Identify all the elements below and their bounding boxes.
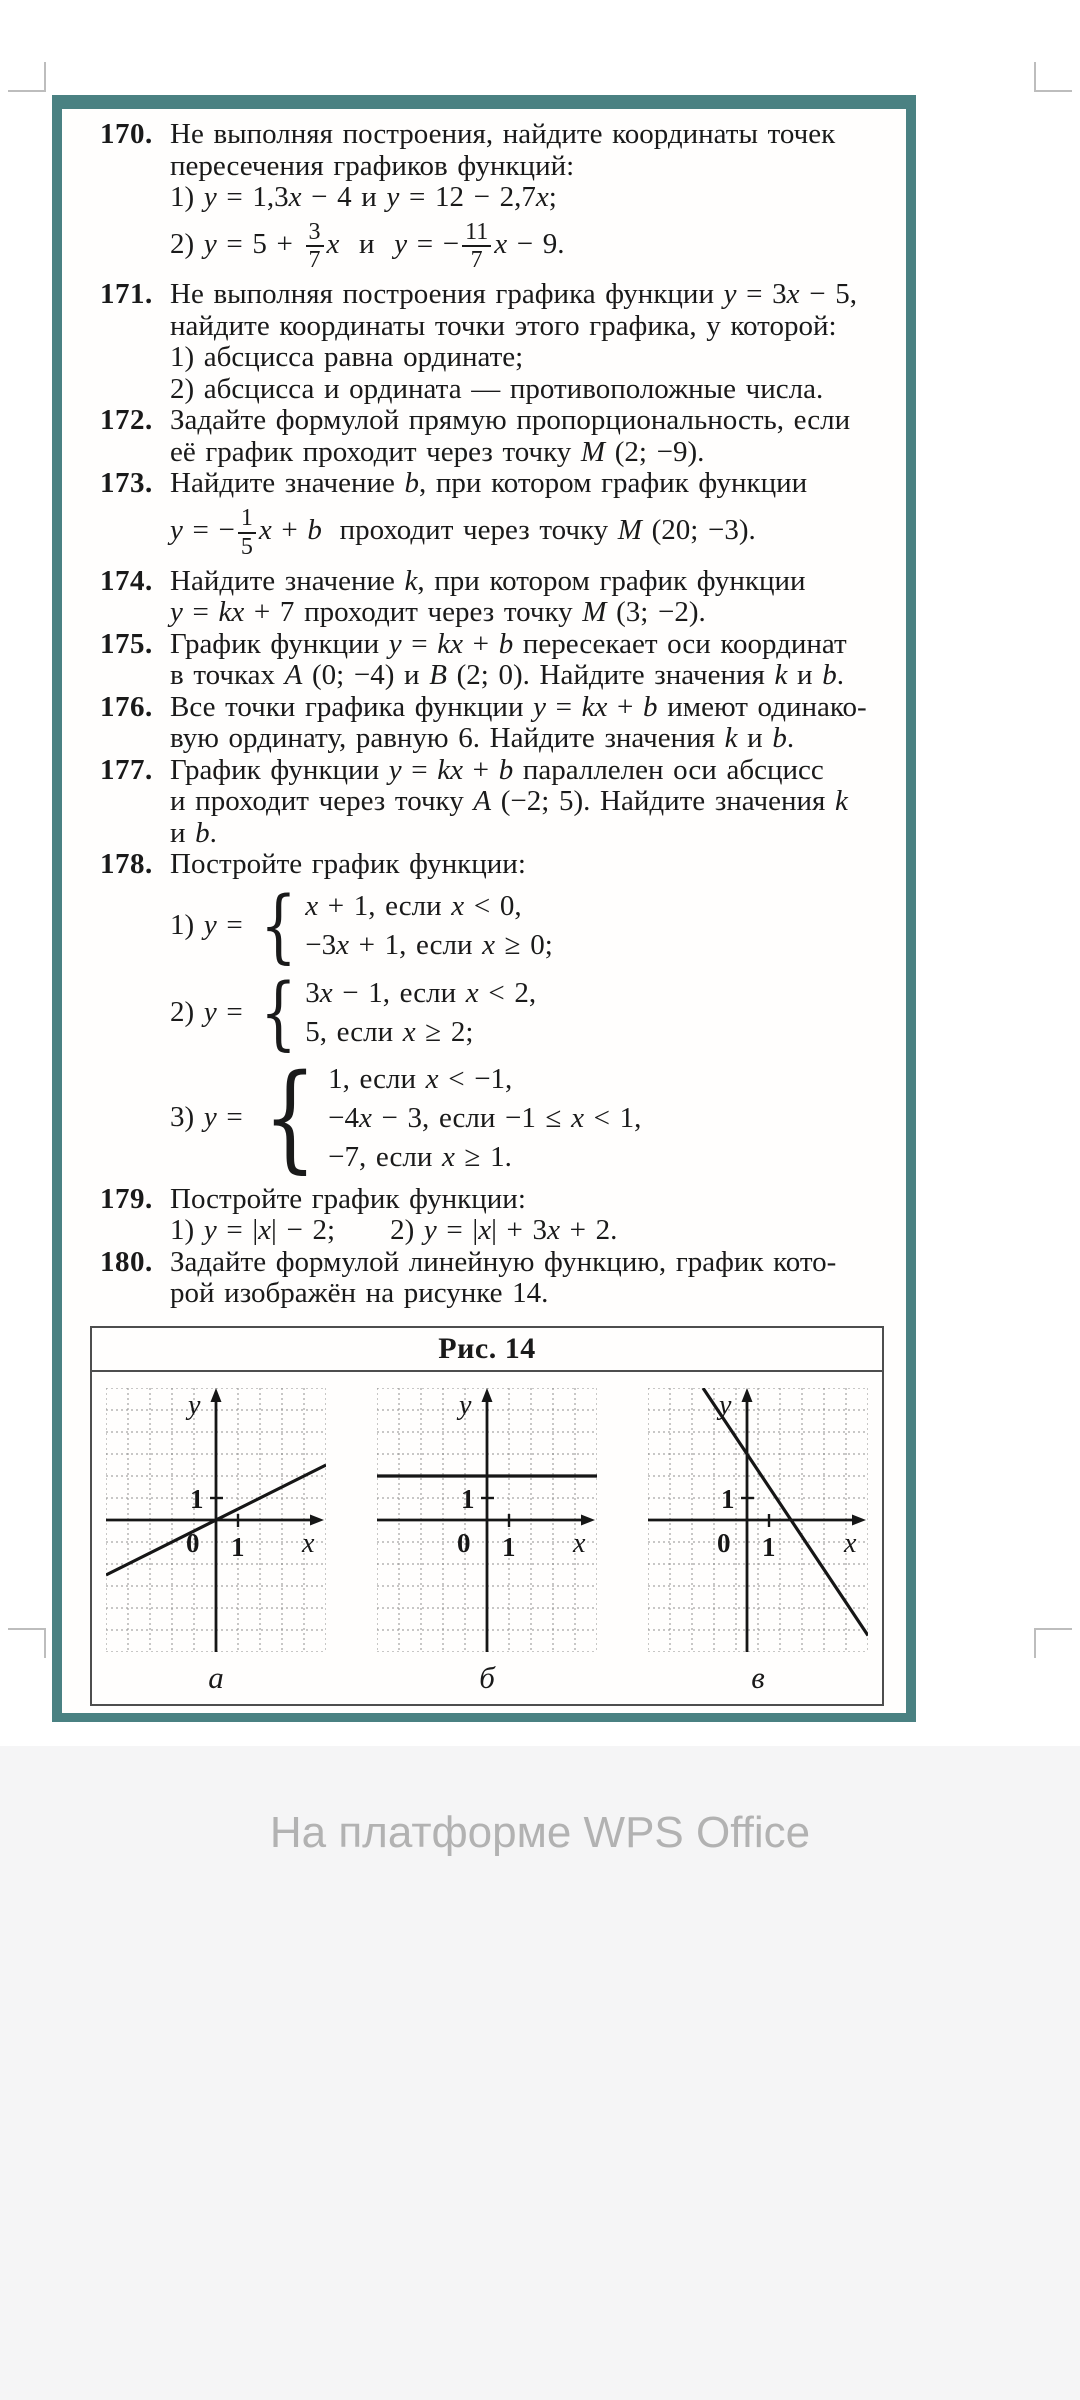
- math-var: x: [258, 1214, 272, 1246]
- problem-list: [100, 119, 878, 1310]
- fraction: [238, 505, 256, 561]
- fraction-denominator: 7: [470, 247, 483, 274]
- math-var: k: [835, 785, 848, 817]
- problem-line: её график проходит через точку M (2; −9).: [170, 435, 705, 468]
- problem-line: 1) y = |x| − 2; 2) y = |x| + 3x + 2.: [170, 1214, 618, 1246]
- piecewise-system: [170, 878, 878, 972]
- graph-3: [648, 1388, 868, 1696]
- problem: [100, 629, 878, 692]
- problem-line: 1) абсцисса равна ординате;: [170, 341, 524, 374]
- problem-number: 173.: [100, 467, 153, 500]
- math-var: kx: [437, 753, 464, 786]
- problem-number: 170.: [100, 118, 153, 150]
- mark-line: [8, 90, 46, 92]
- problem-line: y = kx + 7 проходит через точку M (3; −2).: [170, 596, 706, 628]
- problem: [100, 1247, 878, 1310]
- problem-line: вую ординату, равную 6. Найдите значения k и b.: [170, 722, 795, 754]
- problem-number: 171.: [100, 278, 153, 311]
- problem-body: [170, 119, 878, 279]
- system-brace: {: [260, 965, 298, 1059]
- math-var: y: [203, 908, 217, 941]
- math-var: y: [533, 690, 546, 723]
- figure-title: Рис. 14: [92, 1328, 882, 1372]
- system-brace: {: [260, 878, 298, 972]
- problem-line: рой изображён на рисунке 14.: [170, 1277, 549, 1309]
- math-var: x: [547, 1214, 560, 1246]
- system-lines: [305, 974, 536, 1052]
- math-var: x: [482, 928, 496, 961]
- math-var: x: [535, 181, 549, 213]
- problem-body: [170, 692, 878, 755]
- problem-number: 172.: [100, 404, 153, 437]
- problem-line: и проходит через точку A (−2; 5). Найдите значения k: [170, 785, 848, 817]
- math-var: y: [388, 753, 402, 786]
- math-var: x: [465, 976, 479, 1009]
- math-var: kx: [218, 596, 245, 628]
- system-lines: [305, 887, 553, 965]
- problem: [100, 566, 878, 629]
- x-axis-arrow: [581, 1514, 595, 1525]
- math-var: b: [498, 753, 514, 786]
- system-label: 2) y =: [170, 995, 253, 1028]
- problem-line: 2) абсцисса и ордината — противоположные числа.: [170, 372, 824, 405]
- problem: [100, 468, 878, 565]
- math-var: x: [319, 976, 333, 1009]
- math-var: b: [498, 627, 514, 660]
- problem: [100, 849, 878, 1184]
- graph-1-plot: [106, 1388, 326, 1652]
- problem-body: [170, 849, 878, 1184]
- problem-body: [170, 1184, 878, 1247]
- problem-body: [170, 468, 878, 565]
- problem-line: Постройте график функции:: [170, 848, 526, 880]
- system-line: −3x + 1, если x ≥ 0;: [305, 928, 553, 961]
- problem-line: пересечения графиков функций:: [170, 149, 575, 182]
- math-var: b: [772, 722, 787, 754]
- math-var: k: [724, 722, 738, 754]
- problem: [100, 405, 878, 468]
- problem: [100, 692, 878, 755]
- math-var: y: [423, 1214, 437, 1246]
- system-brace: {: [263, 1050, 317, 1185]
- problem-number: 176.: [100, 690, 153, 723]
- origin-label: 0: [457, 1527, 471, 1558]
- problem-line: Все точки графика функции y = kx + b имеют одинако-: [170, 690, 867, 723]
- math-var: B: [429, 659, 447, 691]
- mark-line: [1034, 90, 1072, 92]
- x-tick-label: 1: [502, 1531, 516, 1562]
- x-axis-label: x: [302, 1527, 315, 1559]
- mark-line: [1034, 1628, 1036, 1658]
- math-var: x: [478, 1214, 492, 1246]
- problem-line: Постройте график функции:: [170, 1182, 526, 1215]
- math-var: x: [402, 1015, 416, 1048]
- math-var: y: [388, 627, 402, 660]
- problem-number: 178.: [100, 848, 153, 880]
- problem-number: 177.: [100, 753, 153, 786]
- math-var: kx: [437, 627, 464, 660]
- graph-label: в: [751, 1659, 765, 1695]
- fraction: [462, 219, 491, 275]
- problem-body: [170, 1247, 878, 1310]
- math-var: y: [170, 596, 183, 628]
- system-line: −7, если x ≥ 1.: [328, 1140, 512, 1173]
- math-var: x: [326, 227, 340, 260]
- system-label: 1) y =: [170, 908, 253, 941]
- y-axis-label: y: [459, 1389, 472, 1421]
- math-var: y: [203, 1101, 217, 1134]
- piecewise-system: [170, 1050, 878, 1185]
- x-tick-label: 1: [231, 1531, 245, 1562]
- problem-line: 2) y = 5 + $\frac{3}{7}$ x и y = − $\frac{11}{7}$ x − 9.: [170, 218, 565, 274]
- problem-body: [170, 629, 878, 692]
- math-var: x: [336, 928, 349, 961]
- math-var: b: [307, 513, 322, 546]
- fraction: [306, 219, 324, 275]
- system-line: 1, если x < −1,: [328, 1062, 513, 1095]
- y-tick-label: 1: [461, 1483, 475, 1514]
- problem-line: в точках A (0; −4) и B (2; 0). Найдите значения k и b.: [170, 659, 844, 691]
- math-var: A: [473, 785, 492, 817]
- system-line: 5, если x ≥ 2;: [305, 1015, 474, 1048]
- math-var: y: [203, 1214, 217, 1246]
- document-page: [52, 95, 916, 1722]
- y-axis-label: y: [719, 1389, 732, 1421]
- problem-line: Найдите значение b, при котором график функции: [170, 467, 808, 500]
- piecewise-system: [170, 965, 878, 1059]
- math-var: A: [284, 659, 303, 691]
- math-var: y: [203, 995, 217, 1028]
- fraction-denominator: 5: [240, 533, 253, 560]
- math-var: x: [258, 513, 272, 546]
- figure-graphs: [92, 1372, 882, 1704]
- y-axis-arrow: [482, 1388, 493, 1402]
- math-var: b: [822, 659, 837, 691]
- fraction-numerator: 3: [306, 219, 324, 248]
- x-tick-label: 1: [762, 1531, 776, 1562]
- math-var: x: [442, 1140, 455, 1173]
- problem-line: и b.: [170, 816, 217, 849]
- problem-number: 179.: [100, 1182, 153, 1215]
- mark-line: [1034, 1628, 1072, 1630]
- mark-line: [1034, 62, 1036, 92]
- y-tick-label: 1: [721, 1483, 735, 1514]
- math-var: x: [288, 181, 302, 213]
- math-var: x: [786, 278, 800, 311]
- math-var: b: [195, 816, 210, 849]
- math-var: y: [386, 181, 400, 213]
- problem: [100, 1184, 878, 1247]
- math-var: y: [723, 278, 737, 311]
- math-var: kx: [581, 690, 608, 723]
- math-var: x: [425, 1062, 439, 1095]
- fraction-numerator: 1: [238, 505, 256, 534]
- problem-line: Не выполняя построения графика функции y = 3x − 5,: [170, 278, 857, 311]
- problem-number: 175.: [100, 627, 153, 660]
- y-axis-arrow: [742, 1388, 753, 1402]
- math-var: y: [203, 181, 217, 213]
- problem: [100, 279, 878, 405]
- fraction-denominator: 7: [308, 247, 321, 274]
- math-var: M: [582, 596, 607, 628]
- wps-footer-area: [0, 1746, 1080, 2400]
- y-tick-label: 1: [190, 1483, 204, 1514]
- problem-line: График функции y = kx + b пересекает оси координат: [170, 627, 847, 660]
- math-var: y: [170, 513, 183, 546]
- math-var: k: [774, 659, 788, 691]
- problem-body: [170, 755, 878, 850]
- math-var: b: [643, 690, 658, 723]
- graph-1: [106, 1388, 326, 1696]
- y-axis-arrow: [211, 1388, 222, 1402]
- problem: [100, 119, 878, 279]
- math-var: x: [451, 889, 465, 922]
- graph-2: [377, 1388, 597, 1696]
- wps-platform-text: На платформе WPS Office: [269, 1808, 811, 1857]
- problem: [100, 755, 878, 850]
- system-line: x + 1, если x < 0,: [305, 889, 522, 922]
- graph-label: а: [208, 1659, 224, 1695]
- mark-line: [44, 1628, 46, 1658]
- problem-number: 174.: [100, 564, 153, 597]
- figure-14: [90, 1326, 884, 1706]
- system-lines: [328, 1060, 641, 1177]
- problem-body: [170, 279, 878, 405]
- mark-line: [44, 62, 46, 92]
- problem-number: 180.: [100, 1245, 153, 1278]
- mark-line: [8, 1628, 46, 1630]
- x-axis-arrow: [310, 1514, 324, 1525]
- graph-2-plot: [377, 1388, 597, 1652]
- x-axis-label: x: [844, 1527, 857, 1559]
- math-var: x: [305, 889, 319, 922]
- problem-line: Найдите значение k, при котором график функции: [170, 564, 806, 597]
- problem-line: 1) y = 1,3x − 4 и y = 12 − 2,7x;: [170, 181, 557, 213]
- origin-label: 0: [717, 1527, 731, 1558]
- system-label: 3) y =: [170, 1101, 253, 1134]
- math-var: M: [617, 513, 642, 546]
- problem-line: Задайте формулой прямую пропорциональность, если: [170, 404, 851, 437]
- math-var: x: [494, 227, 508, 260]
- math-var: M: [580, 435, 606, 468]
- problem-line: График функции y = kx + b параллелен оси абсцисс: [170, 753, 824, 786]
- origin-label: 0: [186, 1527, 200, 1558]
- math-var: k: [404, 564, 418, 597]
- problem-body: [170, 405, 878, 468]
- math-var: b: [404, 467, 420, 500]
- problem-line: Не выполняя построения, найдите координаты точек: [170, 118, 836, 150]
- graph-label: б: [479, 1659, 495, 1695]
- y-axis-label: y: [188, 1389, 201, 1421]
- math-var: y: [203, 227, 217, 260]
- x-axis-label: x: [573, 1527, 586, 1559]
- math-var: x: [571, 1101, 584, 1134]
- problem-line: y = − $\frac{1}{5}$ x + b проходит через точку M (20; −3).: [170, 504, 756, 560]
- graph-3-plot: [648, 1388, 868, 1652]
- fraction-numerator: 11: [462, 219, 491, 248]
- x-axis-arrow: [852, 1514, 866, 1525]
- problem-line: Задайте формулой линейную функцию, график кото-: [170, 1245, 837, 1278]
- math-var: x: [359, 1101, 372, 1134]
- problem-body: [170, 566, 878, 629]
- system-line: 3x − 1, если x < 2,: [305, 976, 537, 1009]
- problem-line: найдите координаты точки этого графика, у которой:: [170, 309, 837, 342]
- system-line: −4x − 3, если −1 ≤ x < 1,: [328, 1101, 642, 1134]
- math-var: y: [394, 227, 408, 260]
